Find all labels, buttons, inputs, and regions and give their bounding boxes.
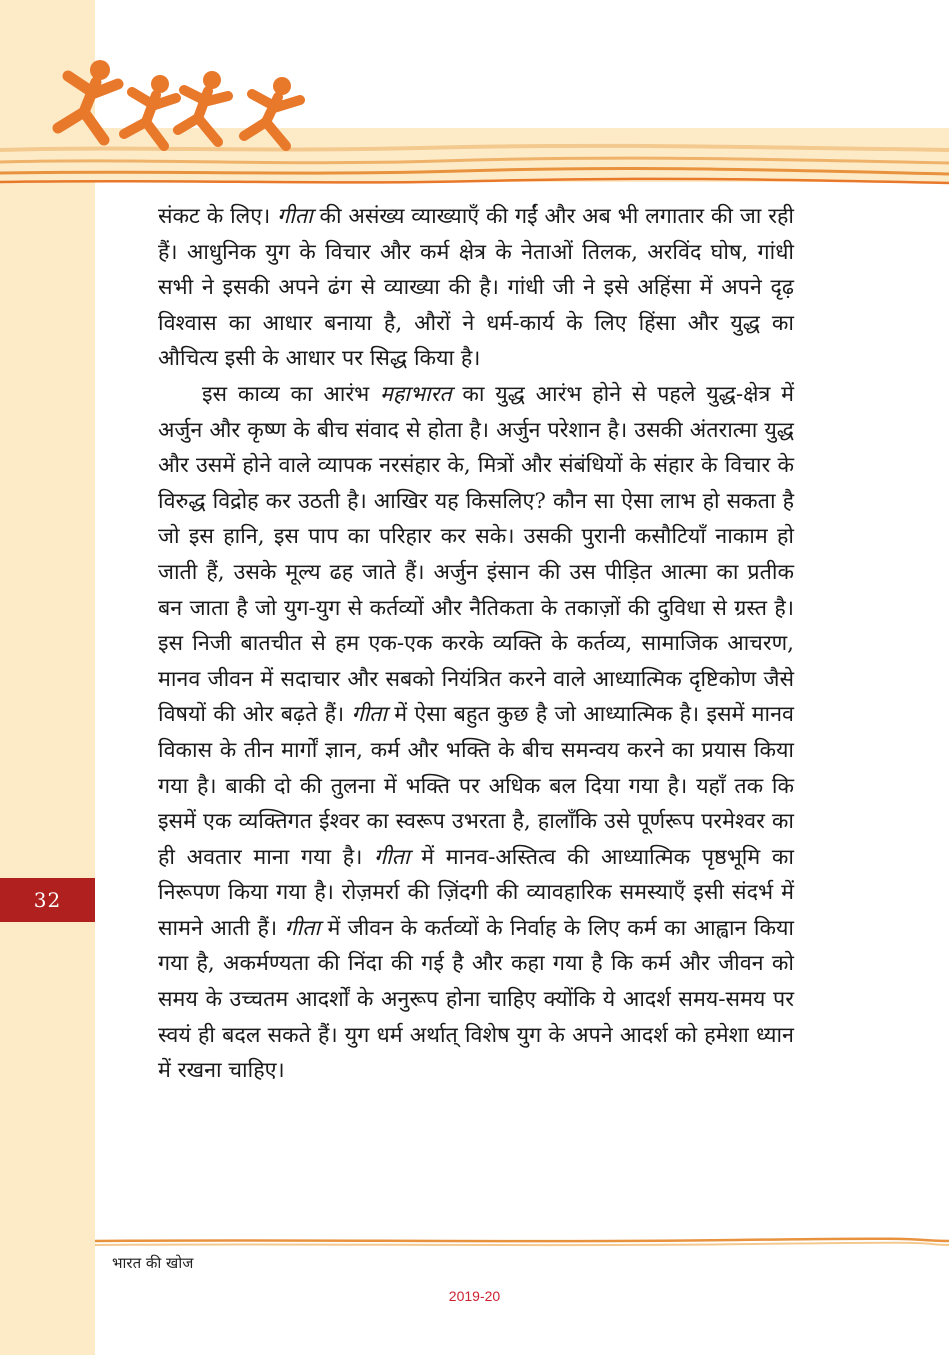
text-run: की असंख्य व्याख्याएँ की गईं और अब भी लगातार की जा रही हैं। आधुनिक युग के विचार और कर्म क्षेत्र के नेताओं तिलक, अरविंद घोष, गांधी सभी ने इसकी अपने ढंग से व्याख्या की है। गांधी जी ने इसे अहिंसा में अपने दृढ़ विश्वास का आधार बनाया है, औरों ने धर्म-कार्य के लिए हिंसा और युद्ध का औचित्य इसी के आधार पर सिद्ध किया है। <box>158 204 794 372</box>
page-number: 32 <box>0 878 95 922</box>
italic-gita: गीता <box>374 844 410 870</box>
text-run: में ऐसा बहुत कुछ है जो आध्यात्मिक है। इसमें मानव विकास के तीन मार्गों ज्ञान, कर्म और भक्ति के बीच समन्वय करने का प्रयास किया गया है। बाकी दो की तुलना में भक्ति पर अधिक बल दिया गया है। यहाँ तक कि इसमें एक व्यक्तिगत ईश्वर का स्वरूप उभरता है, हालाँकि उसे पूर्णरूप परमेश्वर का ही अवतार माना गया है। <box>158 702 794 870</box>
footer-wavy-rule <box>95 1237 949 1249</box>
text-run: का युद्ध आरंभ होने से पहले युद्ध-क्षेत्र में अर्जुन और कृष्ण के बीच संवाद से होता है। अर्जुन परेशान है। उसकी अंतरात्मा युद्ध और उसमें होने वाले व्यापक नरसंहार के, मित्रों और संबंधियों के संहार के विचार के विरुद्ध विद्रोह कर उठती है। आखिर यह किसलिए? कौन सा ऐसा लाभ हो सकता है जो इस हानि, इस पाप का परिहार कर सके। उसकी पुरानी कसौटियाँ नाकाम हो जाती हैं, उसके मूल्य ढह जाते हैं। अर्जुन इंसान की उस पीड़ित आत्मा का प्रतीक बन जाता है जो युग-युग से कर्तव्यों और नैतिकता के तकाज़ों की दुविधा से ग्रस्त है। इस निजी बातचीत से हम एक-एक करके व्यक्ति के कर्तव्य, सामाजिक आचरण, मानव जीवन में सदाचार और सबको नियंत्रित करने वाले आध्यात्मिक दृष्टिकोण जैसे विषयों की ओर बढ़ते हैं। <box>158 381 795 728</box>
text-run: संकट के लिए। <box>158 204 278 229</box>
italic-gita: गीता <box>277 204 313 229</box>
left-margin-strip <box>0 0 95 1355</box>
footer-year: 2019-20 <box>448 1288 501 1304</box>
text-run: इस काव्य का आरंभ <box>202 381 381 407</box>
italic-mahabharat: महाभारत <box>380 381 452 407</box>
header-band <box>0 0 949 195</box>
footer-book-title: भारत की खोज <box>112 1254 194 1272</box>
body-text <box>158 199 794 1089</box>
italic-gita: गीता <box>351 702 387 728</box>
text-run: में जीवन के कर्तव्यों के निर्वाह के लिए कर्म का आह्वान किया गया है, अकर्मण्यता की निंदा की गई है और कहा गया है कि कर्म और जीवन को समय के उच्चतम आदर्शों के अनुरूप होना चाहिए क्योंकि ये आदर्श समय-समय पर स्वयं ही बदल सकते हैं। युग धर्म अर्थात् विशेष युग के अपने आदर्श को हमेशा ध्यान में रखना चाहिए। <box>158 915 794 1084</box>
text-run: में मानव-अस्तित्व की आध्यात्मिक पृष्ठभूमि का निरूपण किया गया है। रोज़मर्रा की ज़िंदगी की व्यावहारिक समस्याएँ इसी संदर्भ में सामने आती हैं। <box>158 844 794 941</box>
paragraph-1 <box>158 199 794 377</box>
paragraph-2 <box>158 377 794 1089</box>
italic-gita: गीता <box>284 915 321 941</box>
